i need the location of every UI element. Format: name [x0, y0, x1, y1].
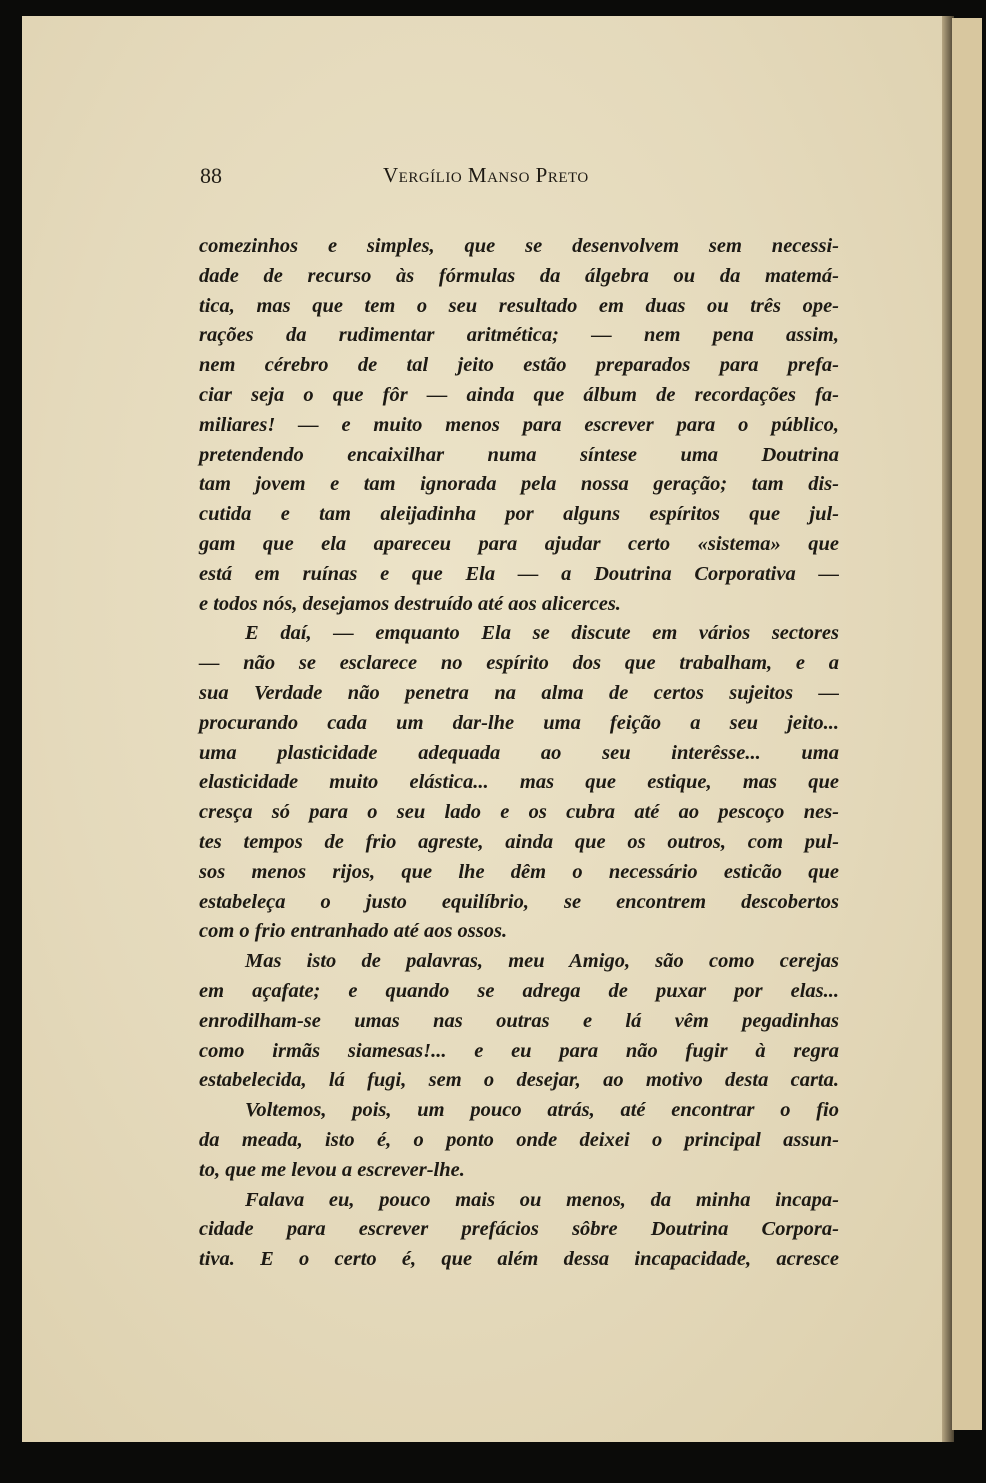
running-title: Vergílio Manso Preto	[383, 163, 589, 187]
text-line: E daí, — emquanto Ela se discute em vários sectores	[245, 622, 839, 645]
text-line: elasticidade muito elástica... mas que estique, mas que	[199, 771, 839, 794]
text-line: como irmãs siamesas!... e eu para não fugir à regra	[199, 1039, 839, 1062]
text-line: tica, mas que tem o seu resultado em duas ou três ope-	[199, 294, 839, 317]
text-line: sos menos rijos, que lhe dêm o necessário esticão que	[199, 860, 839, 883]
text-line: gam que ela apareceu para ajudar certo «sistema» que	[199, 532, 839, 555]
text-line: ciar seja o que fôr — ainda que álbum de recordações fa-	[199, 383, 839, 406]
page-number: 88	[200, 163, 222, 188]
text-line: Mas isto de palavras, meu Amigo, são como cerejas	[245, 950, 839, 973]
text-line: em açafate; e quando se adrega de puxar por elas...	[199, 979, 839, 1002]
body-text	[199, 232, 839, 1275]
text-line: cidade para escrever prefácios sôbre Doutrina Corpora-	[199, 1218, 839, 1241]
text-line: Voltemos, pois, um pouco atrás, até encontrar o fio	[245, 1099, 839, 1122]
text-line: tiva. E o certo é, que além dessa incapacidade, acresce	[199, 1248, 839, 1271]
text-line: estabelecida, lá fugi, sem o desejar, ao motivo desta carta.	[199, 1069, 839, 1092]
text-line: nem cérebro de tal jeito estão preparados para prefa-	[199, 354, 839, 377]
text-line: com o frio entranhado até aos ossos.	[199, 920, 508, 943]
text-line: comezinhos e simples, que se desenvolvem sem necessi-	[199, 235, 839, 257]
text-line: enrodilham-se umas nas outras e lá vêm pegadinhas	[199, 1009, 839, 1032]
text-line: pretendendo encaixilhar numa síntese uma Doutrina	[199, 443, 839, 466]
text-line: tam jovem e tam ignorada pela nossa geração; tam dis-	[199, 473, 839, 496]
text-line: sua Verdade não penetra na alma de certos sujeitos —	[199, 681, 839, 704]
text-line: to, que me levou a escrever-lhe.	[199, 1158, 465, 1181]
next-page-edge	[952, 18, 982, 1430]
text-line: — não se esclarece no espírito dos que trabalham, e a	[199, 652, 839, 675]
text-line: miliares! — e muito menos para escrever para o público,	[199, 413, 839, 436]
text-line: rações da rudimentar aritmética; — nem pena assim,	[199, 324, 839, 347]
text-line: uma plasticidade adequada ao seu interêsse... uma	[199, 741, 839, 764]
text-line: tes tempos de frio agreste, ainda que os outros, com pul-	[199, 830, 839, 853]
text-line: cresça só para o seu lado e os cubra até ao pescoço nes-	[199, 801, 839, 824]
text-line: estabeleça o justo equilíbrio, se encontrem descobertos	[199, 890, 839, 913]
text-line: procurando cada um dar-lhe uma feição a seu jeito...	[199, 711, 839, 734]
text-line: Falava eu, pouco mais ou menos, da minha incapa-	[245, 1188, 839, 1211]
text-line: da meada, isto é, o ponto onde deixei o principal assun-	[199, 1128, 839, 1151]
page-header	[200, 163, 840, 191]
text-line: cutida e tam aleijadinha por alguns espíritos que jul-	[199, 503, 839, 526]
text-line: dade de recurso às fórmulas da álgebra ou da matemá-	[199, 264, 839, 287]
text-line: e todos nós, desejamos destruído até aos alicerces.	[199, 592, 621, 615]
text-line: está em ruínas e que Ela — a Doutrina Corporativa —	[199, 562, 839, 585]
